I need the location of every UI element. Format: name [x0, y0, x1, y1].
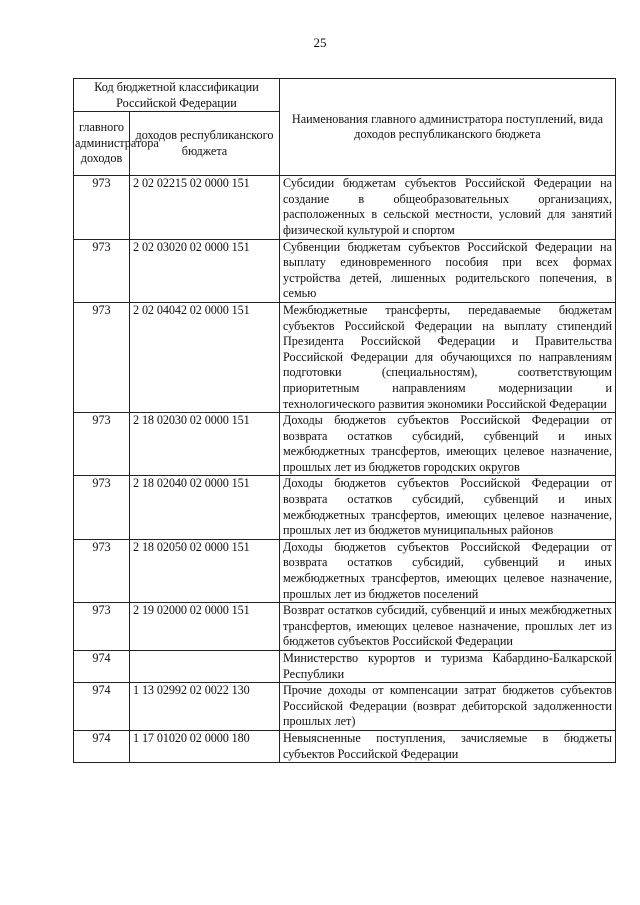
- header-name-column: Наименования главного администратора поступлений, вида доходов республиканского бюджета: [280, 79, 616, 176]
- admin-code-cell: 973: [74, 413, 130, 476]
- revenue-code-cell: [130, 651, 280, 683]
- revenue-code-cell: 2 18 02030 02 0000 151: [130, 413, 280, 476]
- page-number: 25: [313, 35, 327, 50]
- revenue-code-cell: 2 19 02000 02 0000 151: [130, 603, 280, 651]
- revenue-classification-table: [73, 78, 616, 763]
- header-classification-code: Код бюджетной классификации Российской Федерации: [74, 79, 280, 112]
- header-admin-column: главного администратора доходов: [74, 112, 130, 176]
- revenue-code-cell: 2 02 02215 02 0000 151: [130, 176, 280, 239]
- table-row: [74, 476, 616, 539]
- revenue-name-cell: Доходы бюджетов субъектов Российской Федерации от возврата остатков субсидий, субвенций и иных межбюджетных трансфертов, имеющих целевое назначение, прошлых лет из бюджетов муниципальных районов: [280, 476, 616, 539]
- header-revenue-column: доходов республиканского бюджета: [130, 112, 280, 176]
- revenue-code-cell: 2 02 04042 02 0000 151: [130, 302, 280, 412]
- revenue-name-cell: Субсидии бюджетам субъектов Российской Федерации на создание в общеобразовательных организациях, расположенных в сельской местности, условий для занятий физической культурой и спортом: [280, 176, 616, 239]
- revenue-name-cell: Доходы бюджетов субъектов Российской Федерации от возврата остатков субсидий, субвенций и иных межбюджетных трансфертов, имеющих целевое назначение, прошлых лет из бюджетов городских округов: [280, 413, 616, 476]
- revenue-name-cell: Субвенции бюджетам субъектов Российской Федерации на выплату единовременного пособия при всех формах устройства детей, лишенных родительского попечения, в семью: [280, 239, 616, 302]
- table-row: [74, 302, 616, 412]
- table-row: [74, 651, 616, 683]
- admin-code-cell: 973: [74, 176, 130, 239]
- admin-code-cell: 973: [74, 603, 130, 651]
- table-row: [74, 683, 616, 731]
- admin-code-cell: 973: [74, 476, 130, 539]
- table-row: [74, 413, 616, 476]
- revenue-name-cell: Межбюджетные трансферты, передаваемые бюджетам субъектов Российской Федерации на выплату стипендий Президента Российской Федерации и Правительства Российской Федерации для обучающихся по направлениям подготовки (специальностям), соответствующим приоритетным направлениям модернизации и технологического развития экономики Российской Федерации: [280, 302, 616, 412]
- revenue-name-cell: Доходы бюджетов субъектов Российской Федерации от возврата остатков субсидий, субвенций и иных межбюджетных трансфертов, имеющих целевое назначение, прошлых лет из бюджетов поселений: [280, 539, 616, 602]
- revenue-name-cell: Министерство курортов и туризма Кабардино-Балкарской Республики: [280, 651, 616, 683]
- revenue-code-cell: 2 02 03020 02 0000 151: [130, 239, 280, 302]
- revenue-code-cell: 2 18 02040 02 0000 151: [130, 476, 280, 539]
- revenue-code-cell: 1 13 02992 02 0022 130: [130, 683, 280, 731]
- revenue-code-cell: 1 17 01020 02 0000 180: [130, 730, 280, 762]
- table-row: [74, 539, 616, 602]
- revenue-name-cell: Возврат остатков субсидий, субвенций и иных межбюджетных трансфертов, имеющих целевое назначение, прошлых лет из бюджетов субъектов Российской Федерации: [280, 603, 616, 651]
- admin-code-cell: 973: [74, 539, 130, 602]
- admin-code-cell: 974: [74, 730, 130, 762]
- table-header-row: [74, 79, 616, 112]
- table-row: [74, 603, 616, 651]
- admin-code-cell: 974: [74, 683, 130, 731]
- table-row: [74, 176, 616, 239]
- revenue-name-cell: Невыясненные поступления, зачисляемые в бюджеты субъектов Российской Федерации: [280, 730, 616, 762]
- revenue-name-cell: Прочие доходы от компенсации затрат бюджетов субъектов Российской Федерации (возврат дебиторской задолженности прошлых лет): [280, 683, 616, 731]
- table-row: [74, 239, 616, 302]
- revenue-code-cell: 2 18 02050 02 0000 151: [130, 539, 280, 602]
- table-row: [74, 730, 616, 762]
- admin-code-cell: 973: [74, 302, 130, 412]
- admin-code-cell: 974: [74, 651, 130, 683]
- table-body: [74, 176, 616, 763]
- admin-code-cell: 973: [74, 239, 130, 302]
